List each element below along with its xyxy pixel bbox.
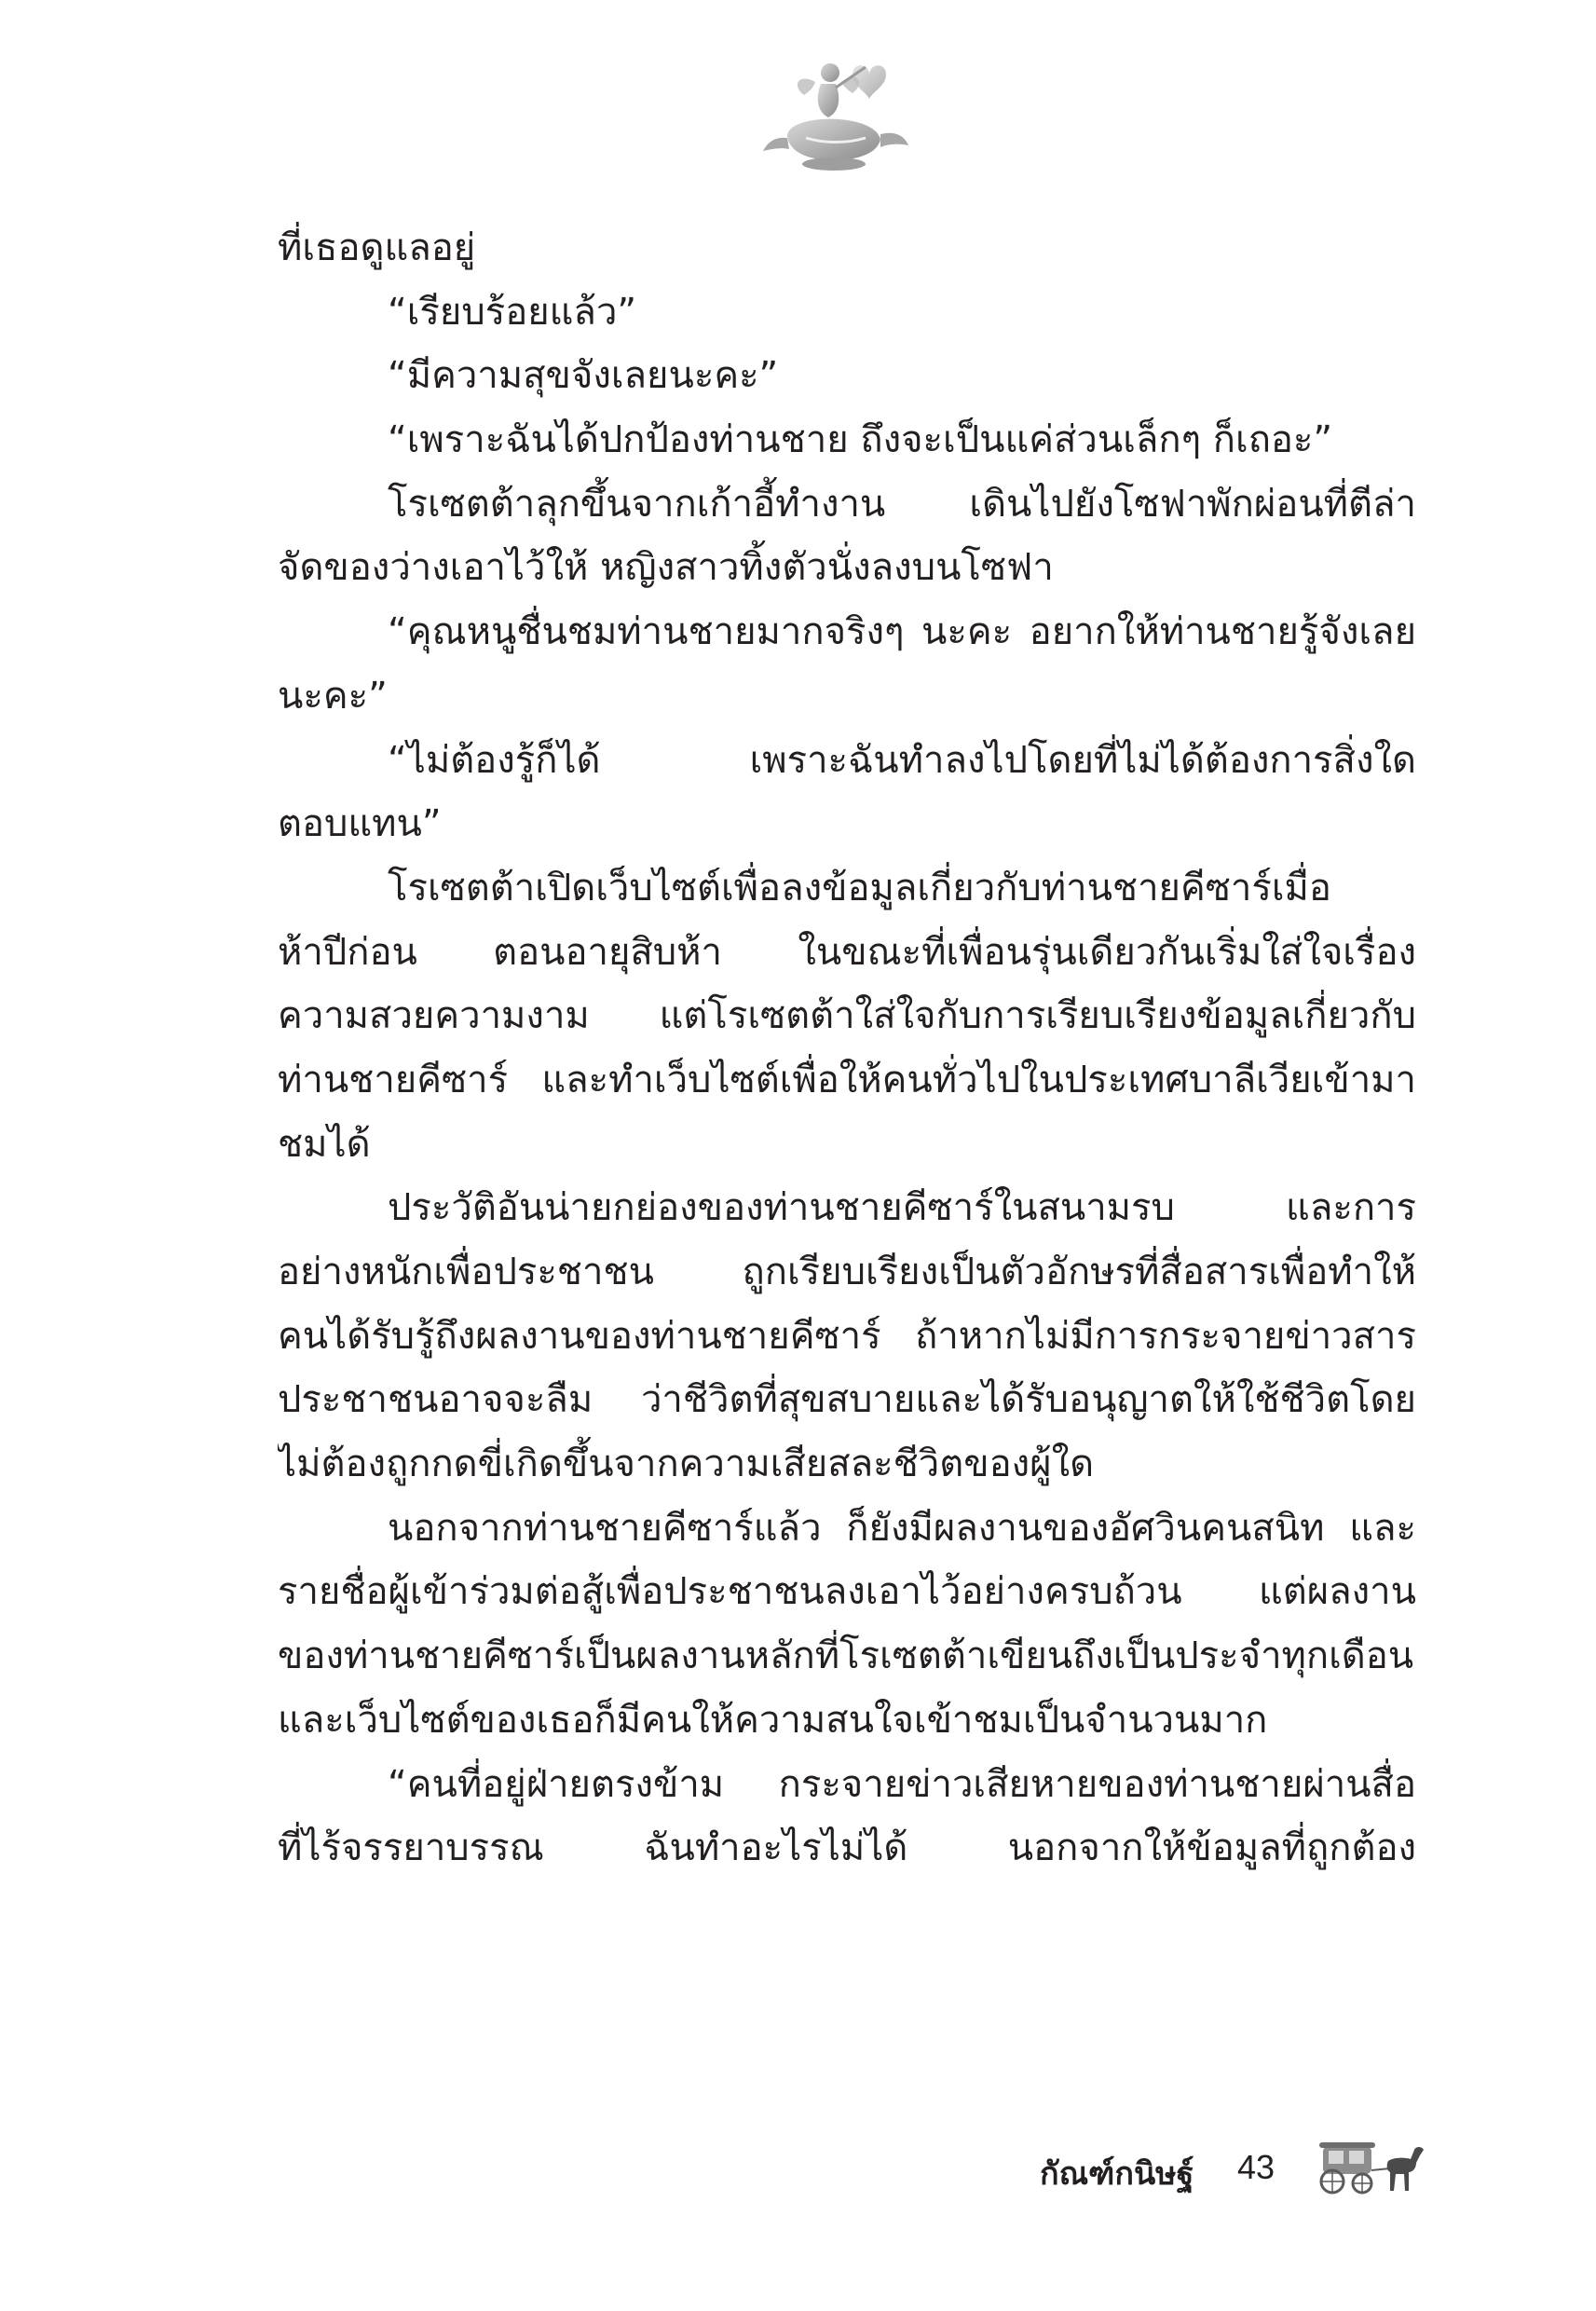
text-line: ชมได้ xyxy=(278,1122,371,1166)
text-line: ประวัติอันน่ายกย่องของท่านชายคีซาร์ในสนามรบ และการ xyxy=(388,1186,1416,1230)
text-line: ที่เธอดูแลอยู่ xyxy=(278,226,476,269)
text-line: ของท่านชายคีซาร์เป็นผลงานหลักที่โรเซตต้าเขียนถึงเป็นประจำทุกเดือน xyxy=(278,1634,1414,1678)
text-line: ที่ไร้จรรยาบรรณ ฉันทำอะไรไม่ได้ นอกจากให้ข้อมูลที่ถูกต้อง xyxy=(278,1826,1416,1870)
cupid-teapot-icon xyxy=(750,47,918,177)
text-line: ตอบแทน” xyxy=(278,802,442,846)
text-line: นอกจากท่านชายคีซาร์แล้ว ก็ยังมีผลงานของอัศวินคนสนิท และ xyxy=(388,1506,1416,1550)
text-line: “มีความสุขจังเลยนะคะ” xyxy=(388,354,779,398)
body-text xyxy=(278,216,1416,1880)
book-title: กัณฑ์กนิษฐ์ xyxy=(1040,2155,1194,2193)
text-line: รายชื่อผู้เข้าร่วมต่อสู้เพื่อประชาชนลงเอาไว้อย่างครบถ้วน แต่ผลงาน xyxy=(278,1570,1416,1614)
text-line: “ไม่ต้องรู้ก็ได้ เพราะฉันทำลงไปโดยที่ไม่ได้ต้องการสิ่งใด xyxy=(388,738,1416,782)
text-line: “เพราะฉันได้ปกป้องท่านชาย ถึงจะเป็นแค่ส่วนเล็กๆ ก็เถอะ” xyxy=(388,418,1333,462)
text-line: อย่างหนักเพื่อประชาชน ถูกเรียบเรียงเป็นตัวอักษรที่สื่อสารเพื่อทำให้ xyxy=(278,1251,1416,1293)
horse-carriage-icon xyxy=(1316,2137,1425,2196)
text-line: “คุณหนูชื่นชมท่านชายมากจริงๆ นะคะ อยากให้ท่านชายรู้จังเลย xyxy=(388,610,1416,654)
text-line: ห้าปีก่อน ตอนอายุสิบห้า ในขณะที่เพื่อนรุ่นเดียวกันเริ่มใส่ใจเรื่อง xyxy=(278,930,1416,974)
text-line: “เรียบร้อยแล้ว” xyxy=(388,290,637,334)
page-number: 43 xyxy=(1237,2148,1275,2186)
text-line: นะคะ” xyxy=(278,674,388,718)
text-line: ท่านชายคีซาร์ และทำเว็บไซต์เพื่อให้คนทั่วไปในประเทศบาลีเวียเข้ามา xyxy=(278,1058,1416,1101)
text-line: คนได้รับรู้ถึงผลงานของท่านชายคีซาร์ ถ้าหากไม่มีการกระจายข่าวสาร xyxy=(278,1314,1416,1358)
text-line: ความสวยความงาม แต่โรเซตต้าใส่ใจกับการเรียบเรียงข้อมูลเกี่ยวกับ xyxy=(278,994,1416,1038)
page-footer xyxy=(988,2137,1425,2202)
text-line: ไม่ต้องถูกกดขี่เกิดขึ้นจากความเสียสละชีวิตของผู้ใด xyxy=(278,1443,1095,1486)
text-line: โรเซตต้าลุกขึ้นจากเก้าอี้ทำงาน เดินไปยังโซฟาพักผ่อนที่ตีล่า xyxy=(388,482,1416,526)
text-line: และเว็บไซต์ของเธอก็มีคนให้ความสนใจเข้าชมเป็นจำนวนมาก xyxy=(278,1698,1268,1742)
text-line: ประชาชนอาจจะลืม ว่าชีวิตที่สุขสบายและได้รับอนุญาตให้ใช้ชีวิตโดย xyxy=(278,1378,1416,1422)
text-line: จัดของว่างเอาไว้ให้ หญิงสาวทิ้งตัวนั่งลงบนโซฟา xyxy=(278,546,1054,590)
text-line: “คนที่อยู่ฝ่ายตรงข้าม กระจายข่าวเสียหายของท่านชายผ่านสื่อ xyxy=(388,1762,1416,1806)
text-line: โรเซตต้าเปิดเว็บไซต์เพื่อลงข้อมูลเกี่ยวกับท่านชายคีซาร์เมื่อ xyxy=(388,866,1331,909)
